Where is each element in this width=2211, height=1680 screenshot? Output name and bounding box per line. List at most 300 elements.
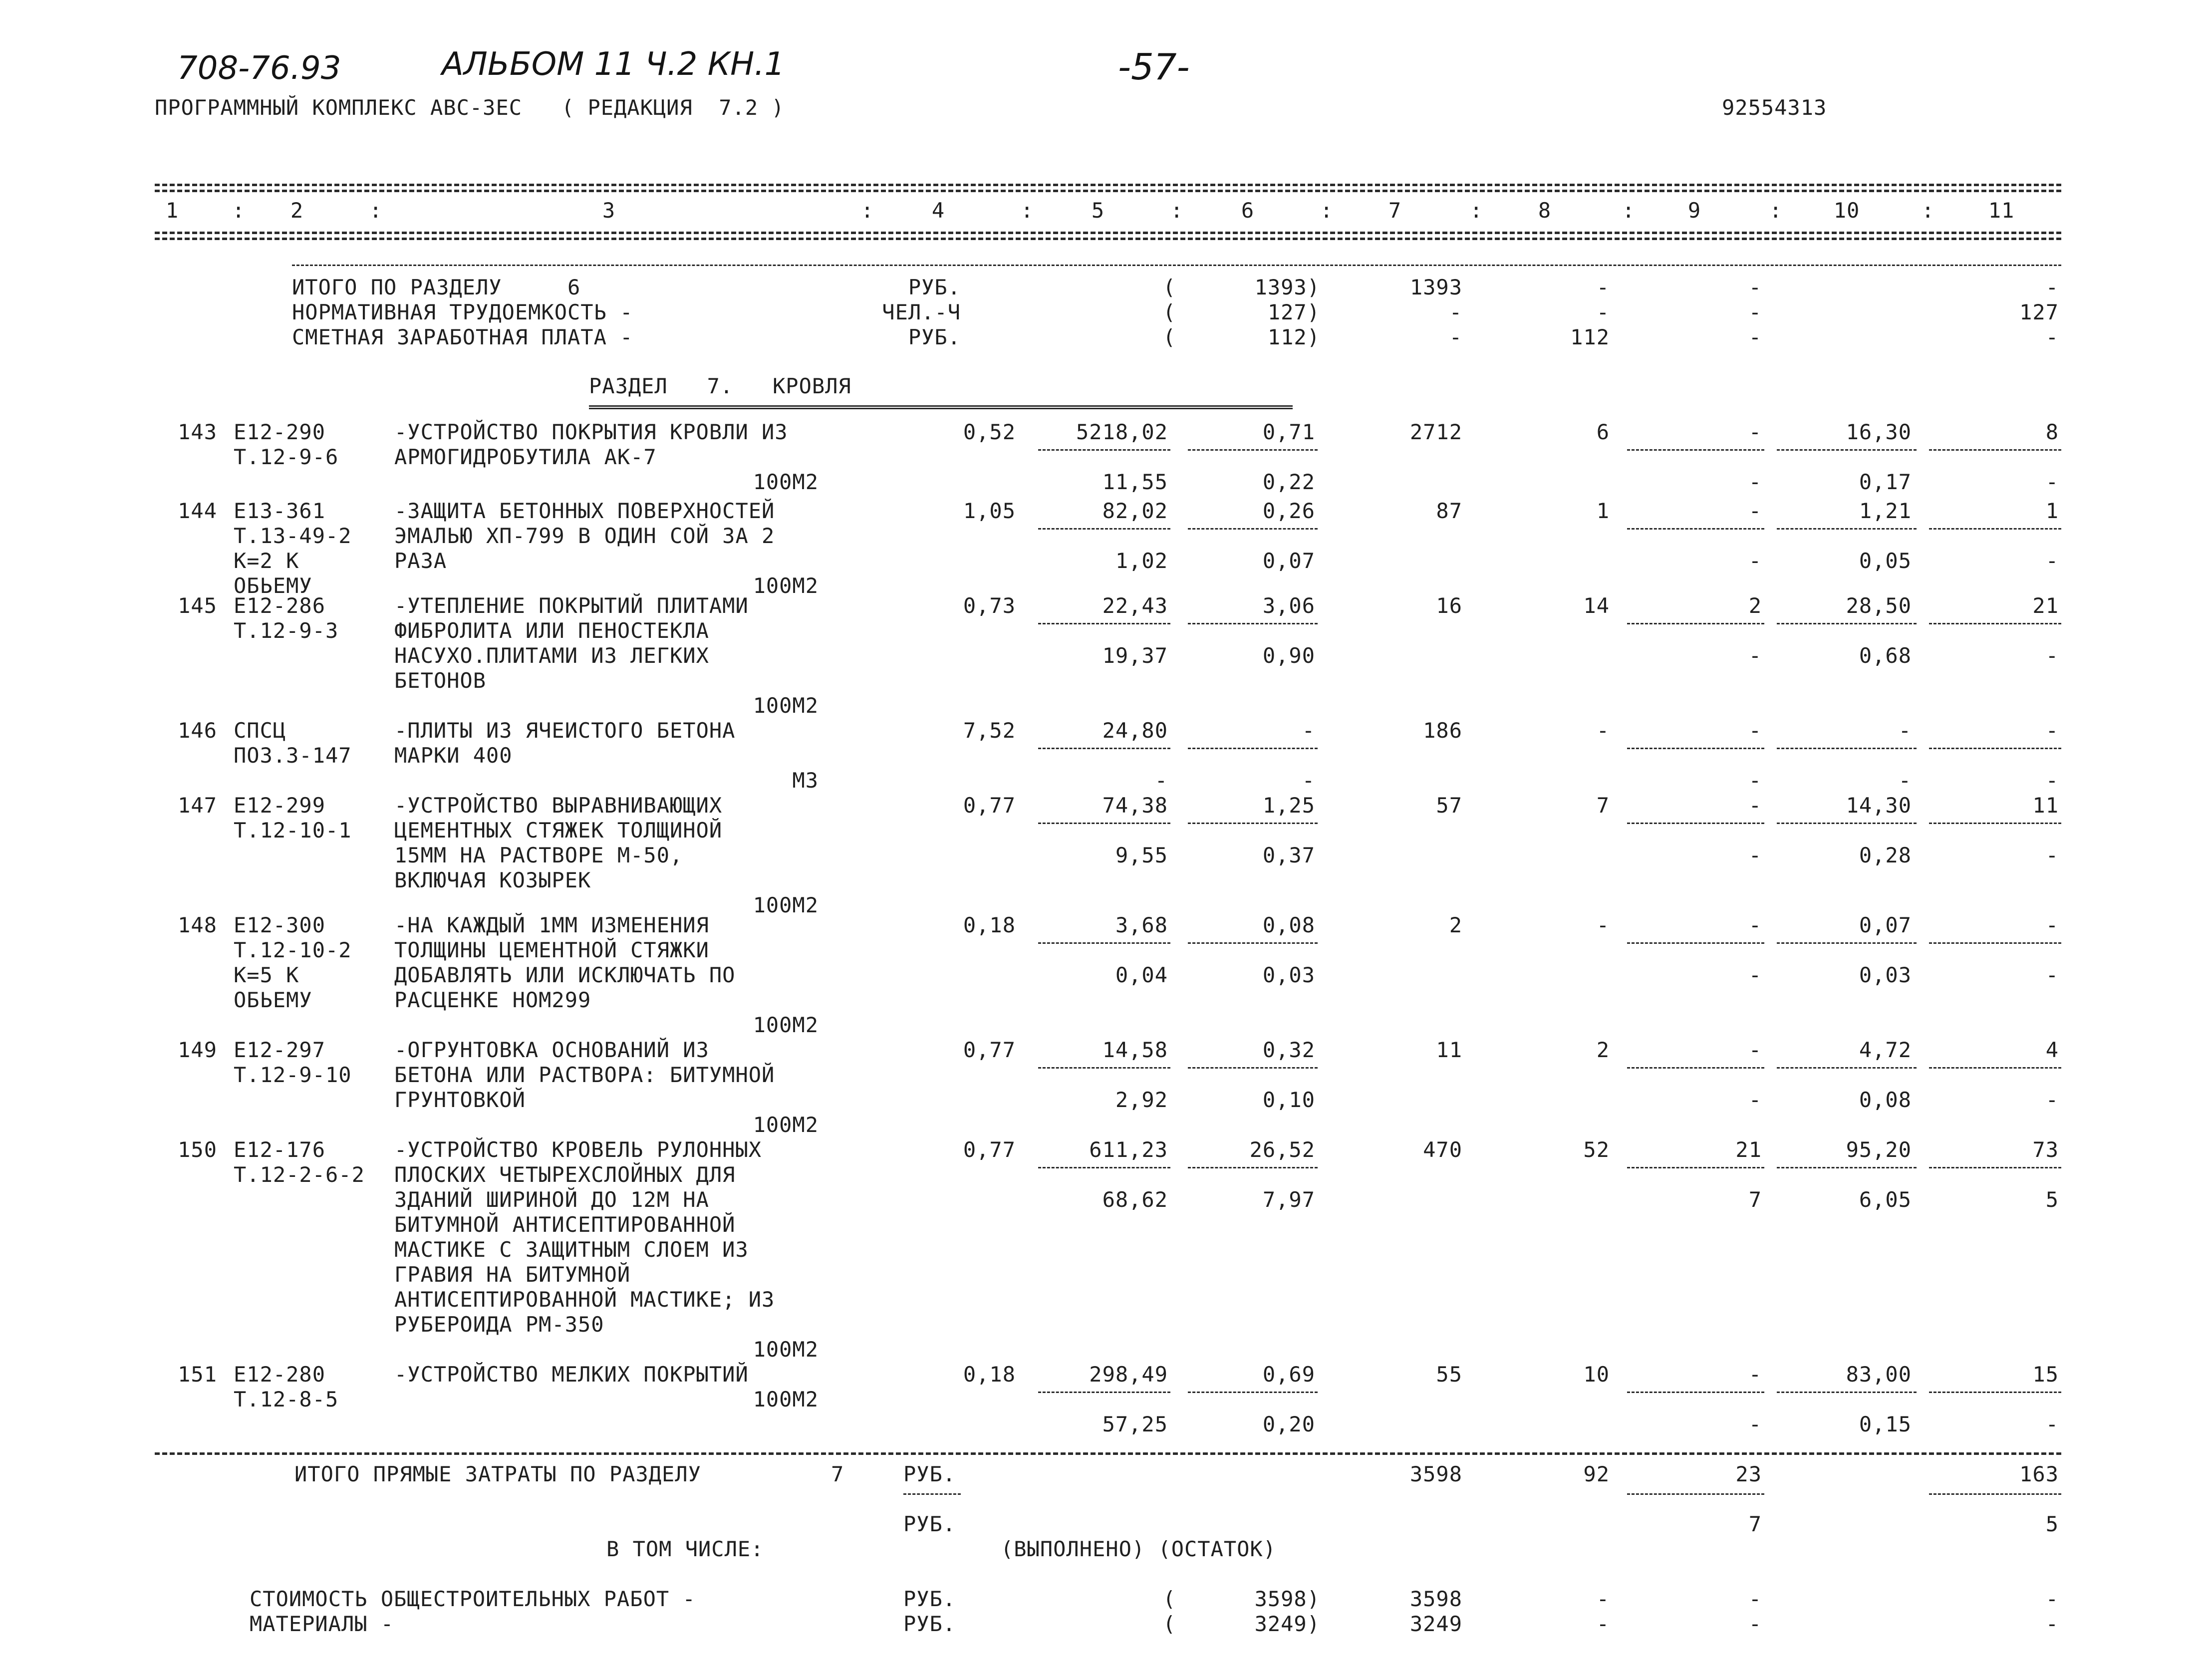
summary-label: НОРМАТИВНАЯ ТРУДОЕМКОСТЬ - xyxy=(292,300,633,324)
row-code: Е12-300 xyxy=(234,913,326,937)
row-description: БЕТОНОВ xyxy=(394,668,487,693)
row-c5b: 1,02 xyxy=(1115,549,1168,573)
summary-paren: ( xyxy=(1163,300,1176,324)
subvalue-rule xyxy=(1188,623,1318,624)
subvalue-rule xyxy=(1038,1392,1170,1393)
row-c5: 24,80 xyxy=(1102,718,1168,743)
column-separator: : xyxy=(1769,198,1783,223)
direct-c8: 92 xyxy=(1583,1462,1610,1486)
column-separator: : xyxy=(1470,198,1483,223)
row-c6b: 0,07 xyxy=(1262,549,1315,573)
row-code: Т.12-2-6-2 xyxy=(234,1162,365,1187)
handwritten-album: АЛЬБОМ 11 Ч.2 КН.1 xyxy=(442,46,785,83)
row-description: ЦЕМЕНТНЫХ СТЯЖЕК ТОЛЩИНОЙ xyxy=(394,818,723,842)
row-c6: 3,06 xyxy=(1262,593,1315,618)
row-c5: 3,68 xyxy=(1115,913,1168,937)
row-code: ПОЗ.3-147 xyxy=(234,743,352,768)
summary-unit: ЧЕЛ.-Ч xyxy=(882,300,961,324)
subvalue-rule xyxy=(1627,1392,1764,1393)
totals-line-c11: - xyxy=(2045,1587,2059,1611)
row-c7: 186 xyxy=(1423,718,1462,743)
row-c5b: 2,92 xyxy=(1115,1088,1168,1112)
row-c11b: - xyxy=(2045,643,2059,668)
direct-c9: 23 xyxy=(1735,1462,1762,1486)
subvalue-rule xyxy=(1038,1167,1170,1168)
row-c10: 14,30 xyxy=(1846,793,1912,818)
subvalue-rule xyxy=(1627,823,1764,824)
row-number: 145 xyxy=(178,593,217,618)
row-c11b: - xyxy=(2045,470,2059,494)
subvalue-rule xyxy=(1038,528,1170,530)
program-name: ПРОГРАММНЫЙ КОМПЛЕКС АВС-3ЕС ( РЕДАКЦИЯ 7.2 ) xyxy=(155,95,785,120)
row-code: Т.12-9-10 xyxy=(234,1063,352,1087)
row-c11: 73 xyxy=(2032,1137,2059,1162)
row-code: Т.12-9-3 xyxy=(234,618,339,643)
row-c5b: - xyxy=(1154,768,1168,793)
row-c4: 0,18 xyxy=(963,1362,1016,1387)
row-c6: 0,71 xyxy=(1262,420,1315,444)
subvalue-rule xyxy=(1777,942,1917,944)
totals-line-label: МАТЕРИАЛЫ - xyxy=(250,1612,394,1636)
summary-c9: - xyxy=(1748,325,1762,349)
row-c9b: - xyxy=(1748,549,1762,573)
row-c10b: 0,28 xyxy=(1859,843,1912,867)
row-description: БИТУМНОЙ АНТИСЕПТИРОВАННОЙ xyxy=(394,1212,736,1237)
subvalue-rule xyxy=(1777,748,1917,749)
totals-line-c9: - xyxy=(1748,1587,1762,1611)
row-number: 146 xyxy=(178,718,217,743)
row-code: Е12-290 xyxy=(234,420,326,444)
row-c4: 0,77 xyxy=(963,793,1016,818)
summary-paren: ( xyxy=(1163,275,1176,299)
row-c9: 21 xyxy=(1735,1137,1762,1162)
row-c7: 2 xyxy=(1449,913,1462,937)
row-c11: 15 xyxy=(2032,1362,2059,1387)
row-c11b: - xyxy=(2045,768,2059,793)
row-unit: 100М2 xyxy=(753,1113,819,1137)
document-number: 92554313 xyxy=(1722,95,1827,120)
row-description: ТОЛЩИНЫ ЦЕМЕНТНОЙ СТЯЖКИ xyxy=(394,938,709,962)
row-c10: 4,72 xyxy=(1859,1038,1912,1062)
row-c10b: 0,08 xyxy=(1859,1088,1912,1112)
row-c6: 0,08 xyxy=(1262,913,1315,937)
column-header-8: 8 xyxy=(1538,198,1552,223)
row-description: ГРАВИЯ НА БИТУМНОЙ xyxy=(394,1262,631,1287)
direct-costs-section: 7 xyxy=(831,1462,844,1486)
row-c5b: 68,62 xyxy=(1102,1187,1168,1212)
row-c9b: - xyxy=(1748,843,1762,867)
summary-value: 127) xyxy=(1267,300,1320,324)
summary-value: 1393) xyxy=(1254,275,1320,299)
row-c8: 10 xyxy=(1583,1362,1610,1387)
subvalue-rule xyxy=(1929,1067,2061,1069)
subvalue-rule xyxy=(1038,823,1170,824)
row-c11: 11 xyxy=(2032,793,2059,818)
row-c6: 0,69 xyxy=(1262,1362,1315,1387)
row-c10: 83,00 xyxy=(1846,1362,1912,1387)
row-c10: 16,30 xyxy=(1846,420,1912,444)
row-c11b: - xyxy=(2045,1412,2059,1436)
subvalue-rule xyxy=(1929,1167,2061,1168)
row-unit: 100М2 xyxy=(753,1337,819,1362)
row-c5b: 11,55 xyxy=(1102,470,1168,494)
subvalue-rule xyxy=(1777,449,1917,451)
row-unit: 100М2 xyxy=(753,693,819,718)
row-c11b: - xyxy=(2045,963,2059,987)
column-header-7: 7 xyxy=(1388,198,1402,223)
summary-c7: 1393 xyxy=(1409,275,1462,299)
row-c9b: - xyxy=(1748,1088,1762,1112)
row-c8: 1 xyxy=(1596,499,1610,523)
subvalue-rule xyxy=(1777,1067,1917,1069)
row-c11b: - xyxy=(2045,549,2059,573)
row-c9: - xyxy=(1748,1038,1762,1062)
summary-label: СМЕТНАЯ ЗАРАБОТНАЯ ПЛАТА - xyxy=(292,325,633,349)
row-code: Т.12-8-5 xyxy=(234,1387,339,1411)
row-c6b: 7,97 xyxy=(1262,1187,1315,1212)
subvalue-rule xyxy=(1929,942,2061,944)
header-rule-bottom xyxy=(155,238,2061,240)
row-c5b: 0,04 xyxy=(1115,963,1168,987)
summary-c8: 112 xyxy=(1570,325,1610,349)
row-c11b: - xyxy=(2045,843,2059,867)
row-c10: 28,50 xyxy=(1846,593,1912,618)
row-code: Т.12-10-1 xyxy=(234,818,352,842)
totals-line-unit: РУБ. xyxy=(903,1612,956,1636)
row-unit: М3 xyxy=(792,768,819,793)
row-c4: 0,73 xyxy=(963,593,1016,618)
row-unit: 100М2 xyxy=(753,1013,819,1037)
subvalue-rule xyxy=(1777,528,1917,530)
subvalue-rule xyxy=(1627,942,1764,944)
row-c6b: 0,10 xyxy=(1262,1088,1315,1112)
column-header-1: 1 xyxy=(165,198,179,223)
row-code: Т.13-49-2 xyxy=(234,524,352,548)
row-description: АРМОГИДРОБУТИЛА АК-7 xyxy=(394,445,657,469)
subvalue-rule xyxy=(1188,748,1318,749)
row-description: ФИБРОЛИТА ИЛИ ПЕНОСТЕКЛА xyxy=(394,618,709,643)
row-c10b: 0,03 xyxy=(1859,963,1912,987)
summary-c8: - xyxy=(1596,275,1610,299)
row-c9b: - xyxy=(1748,963,1762,987)
subvalue-rule xyxy=(1627,1067,1764,1069)
row-c4: 7,52 xyxy=(963,718,1016,743)
section-rule xyxy=(292,265,2061,266)
row-c8: 6 xyxy=(1596,420,1610,444)
column-header-6: 6 xyxy=(1241,198,1255,223)
row-code: Е12-286 xyxy=(234,593,326,618)
row-c7: 87 xyxy=(1436,499,1462,523)
row-description: -ОГРУНТОВКА ОСНОВАНИЙ ИЗ xyxy=(394,1038,709,1062)
row-c5b: 9,55 xyxy=(1115,843,1168,867)
row-c8: 14 xyxy=(1583,593,1610,618)
row-code: ОБЬЕМУ xyxy=(234,988,312,1012)
summary-value: 112) xyxy=(1267,325,1320,349)
row-c11: 21 xyxy=(2032,593,2059,618)
totals-line-c8: - xyxy=(1596,1612,1610,1636)
row-c8: 52 xyxy=(1583,1137,1610,1162)
row-c6: 0,32 xyxy=(1262,1038,1315,1062)
column-separator: : xyxy=(1320,198,1334,223)
subvalue-rule xyxy=(1038,1067,1170,1069)
subvalue-rule xyxy=(1627,1493,1764,1495)
row-c9b: - xyxy=(1748,768,1762,793)
subvalue-rule xyxy=(1777,1392,1917,1393)
row-unit: 100М2 xyxy=(753,470,819,494)
row-description: ЭМАЛЬЮ ХП-799 В ОДИН СОЙ ЗА 2 xyxy=(394,524,775,548)
subvalue-rule xyxy=(1929,1493,2061,1495)
row-code: Е12-299 xyxy=(234,793,326,818)
column-header-9: 9 xyxy=(1687,198,1701,223)
column-header-3: 3 xyxy=(602,198,616,223)
row-description: РУБЕРОИДА РМ-350 xyxy=(394,1312,604,1337)
row-c4: 0,77 xyxy=(963,1137,1016,1162)
summary-unit: РУБ. xyxy=(908,325,961,349)
totals-line-c8: - xyxy=(1596,1587,1610,1611)
row-description: -НА КАЖДЫЙ 1ММ ИЗМЕНЕНИЯ xyxy=(394,913,709,937)
row-description: -ЗАЩИТА БЕТОННЫХ ПОВЕРХНОСТЕЙ xyxy=(394,499,775,523)
row-description: -УТЕПЛЕНИЕ ПОКРЫТИЙ ПЛИТАМИ xyxy=(394,593,749,618)
subvalue-rule xyxy=(1188,1392,1318,1393)
row-c6b: 0,37 xyxy=(1262,843,1315,867)
row-description: ЗДАНИЙ ШИРИНОЙ ДО 12М НА xyxy=(394,1187,709,1212)
row-c10: 0,07 xyxy=(1859,913,1912,937)
row-c5: 82,02 xyxy=(1102,499,1168,523)
column-separator: : xyxy=(369,198,383,223)
subvalue-rule xyxy=(1188,1167,1318,1168)
column-separator: : xyxy=(1622,198,1636,223)
row-c6: - xyxy=(1302,718,1315,743)
including-label: В ТОМ ЧИСЛЕ: xyxy=(606,1537,764,1561)
row-c5: 298,49 xyxy=(1089,1362,1168,1387)
column-header-10: 10 xyxy=(1833,198,1860,223)
header-rule-bottom xyxy=(155,232,2061,234)
row-c9: - xyxy=(1748,793,1762,818)
row-code: К=5 К xyxy=(234,963,299,987)
subvalue-rule xyxy=(1777,823,1917,824)
row-c9: - xyxy=(1748,499,1762,523)
row-c8: 7 xyxy=(1596,793,1610,818)
row-c10b: 0,68 xyxy=(1859,643,1912,668)
row-c11: 1 xyxy=(2045,499,2059,523)
handwritten-page-number: -57- xyxy=(1118,46,1190,88)
subvalue-rule xyxy=(1038,942,1170,944)
row-c9: - xyxy=(1748,718,1762,743)
column-separator: : xyxy=(232,198,246,223)
section-title-underline xyxy=(589,405,1293,409)
subvalue-rule xyxy=(1777,1167,1917,1168)
subvalue-rule xyxy=(1188,1067,1318,1069)
row-description: ДОБАВЛЯТЬ ИЛИ ИСКЛЮЧАТЬ ПО xyxy=(394,963,736,987)
row-unit: 100М2 xyxy=(753,893,819,917)
row-c5: 611,23 xyxy=(1089,1137,1168,1162)
row-code: Е12-176 xyxy=(234,1137,326,1162)
row-c11b: 5 xyxy=(2045,1187,2059,1212)
row-c10b: 0,15 xyxy=(1859,1412,1912,1436)
unit-rule xyxy=(903,1493,961,1495)
totals-line-value: 3598) xyxy=(1254,1587,1320,1611)
row-description: НАСУХО.ПЛИТАМИ ИЗ ЛЕГКИХ xyxy=(394,643,709,668)
row-unit: 100М2 xyxy=(753,1387,819,1411)
row-c9b: 7 xyxy=(1748,1187,1762,1212)
direct-c11: 163 xyxy=(2019,1462,2059,1486)
column-separator: : xyxy=(1170,198,1184,223)
row-c4: 1,05 xyxy=(963,499,1016,523)
row-number: 151 xyxy=(178,1362,217,1387)
totals-line-value: 3249) xyxy=(1254,1612,1320,1636)
row-c11: 4 xyxy=(2045,1038,2059,1062)
direct-c11b: 5 xyxy=(2045,1512,2059,1536)
summary-unit: РУБ. xyxy=(908,275,961,299)
row-c7: 470 xyxy=(1423,1137,1462,1162)
row-description: ПЛОСКИХ ЧЕТЫРЕХСЛОЙНЫХ ДЛЯ xyxy=(394,1162,736,1187)
row-c6b: - xyxy=(1302,768,1315,793)
subvalue-rule xyxy=(1627,623,1764,624)
row-c6b: 0,03 xyxy=(1262,963,1315,987)
totals-line-label: СТОИМОСТЬ ОБЩЕСТРОИТЕЛЬНЫХ РАБОТ - xyxy=(250,1587,696,1611)
row-description: 15ММ НА РАСТВОРЕ М-50, xyxy=(394,843,683,867)
row-c6b: 0,90 xyxy=(1262,643,1315,668)
row-c6: 1,25 xyxy=(1262,793,1315,818)
summary-c9: - xyxy=(1748,275,1762,299)
row-c6b: 0,22 xyxy=(1262,470,1315,494)
row-description: АНТИСЕПТИРОВАННОЙ МАСТИКЕ; ИЗ xyxy=(394,1287,775,1312)
summary-c11: 127 xyxy=(2019,300,2059,324)
row-c4: 0,52 xyxy=(963,420,1016,444)
subvalue-rule xyxy=(1038,623,1170,624)
row-c11: 8 xyxy=(2045,420,2059,444)
row-number: 150 xyxy=(178,1137,217,1162)
row-c8: - xyxy=(1596,913,1610,937)
summary-c8: - xyxy=(1596,300,1610,324)
row-c11: - xyxy=(2045,718,2059,743)
totals-line-unit: РУБ. xyxy=(903,1587,956,1611)
row-c7: 16 xyxy=(1436,593,1462,618)
row-c11b: - xyxy=(2045,1088,2059,1112)
row-description: МАСТИКЕ С ЗАЩИТНЫМ СЛОЕМ ИЗ xyxy=(394,1237,749,1262)
summary-label: ИТОГО ПО РАЗДЕЛУ 6 xyxy=(292,275,581,299)
row-code: Т.12-9-6 xyxy=(234,445,339,469)
summary-c7: - xyxy=(1449,325,1462,349)
row-c9: - xyxy=(1748,420,1762,444)
summary-c11: - xyxy=(2045,275,2059,299)
subvalue-rule xyxy=(1777,623,1917,624)
header-rule-top xyxy=(155,190,2061,192)
row-c5b: 57,25 xyxy=(1102,1412,1168,1436)
row-number: 143 xyxy=(178,420,217,444)
row-c6b: 0,20 xyxy=(1262,1412,1315,1436)
row-c9: - xyxy=(1748,913,1762,937)
subvalue-rule xyxy=(1188,942,1318,944)
totals-line-c7: 3598 xyxy=(1409,1587,1462,1611)
row-c9b: - xyxy=(1748,643,1762,668)
subvalue-rule xyxy=(1627,528,1764,530)
row-c11: - xyxy=(2045,913,2059,937)
row-code: Е13-361 xyxy=(234,499,326,523)
column-separator: : xyxy=(1922,198,1935,223)
summary-paren: ( xyxy=(1163,325,1176,349)
row-c10b: 0,05 xyxy=(1859,549,1912,573)
column-header-5: 5 xyxy=(1091,198,1105,223)
row-c10: - xyxy=(1898,718,1912,743)
row-code: СПСЦ xyxy=(234,718,286,743)
row-number: 144 xyxy=(178,499,217,523)
totals-line-c7: 3249 xyxy=(1409,1612,1462,1636)
subvalue-rule xyxy=(1929,623,2061,624)
subvalue-rule xyxy=(1929,748,2061,749)
done-rest-label: (ВЫПОЛНЕНО) (ОСТАТОК) xyxy=(1001,1537,1277,1561)
row-code: ОБЬЕМУ xyxy=(234,573,312,598)
totals-line-c11: - xyxy=(2045,1612,2059,1636)
column-separator: : xyxy=(861,198,874,223)
row-c9: - xyxy=(1748,1362,1762,1387)
row-c10: 1,21 xyxy=(1859,499,1912,523)
row-c6: 26,52 xyxy=(1249,1137,1315,1162)
row-c4: 0,77 xyxy=(963,1038,1016,1062)
subvalue-rule xyxy=(1627,449,1764,451)
row-c8: - xyxy=(1596,718,1610,743)
row-c5b: 19,37 xyxy=(1102,643,1168,668)
header-rule-top xyxy=(155,184,2061,186)
row-code: Т.12-10-2 xyxy=(234,938,352,962)
totals-line-paren: ( xyxy=(1163,1612,1176,1636)
row-c10b: - xyxy=(1898,768,1912,793)
row-c9: 2 xyxy=(1748,593,1762,618)
handwritten-code: 708-76.93 xyxy=(177,50,341,87)
summary-c11: - xyxy=(2045,325,2059,349)
subvalue-rule xyxy=(1038,748,1170,749)
totals-rule xyxy=(155,1452,2061,1455)
subvalue-rule xyxy=(1929,449,2061,451)
subvalue-rule xyxy=(1188,823,1318,824)
summary-c9: - xyxy=(1748,300,1762,324)
row-c10b: 6,05 xyxy=(1859,1187,1912,1212)
subvalue-rule xyxy=(1627,1167,1764,1168)
row-number: 147 xyxy=(178,793,217,818)
row-description: -УСТРОЙСТВО ВЫРАВНИВАЮЩИХ xyxy=(394,793,723,818)
column-separator: : xyxy=(1021,198,1034,223)
row-description: -УСТРОЙСТВО МЕЛКИХ ПОКРЫТИЙ xyxy=(394,1362,749,1387)
row-c4: 0,18 xyxy=(963,913,1016,937)
subvalue-rule xyxy=(1929,823,2061,824)
direct-costs-unit-2: РУБ. xyxy=(903,1512,956,1536)
row-c8: 2 xyxy=(1596,1038,1610,1062)
direct-costs-label: ИТОГО ПРЯМЫЕ ЗАТРАТЫ ПО РАЗДЕЛУ xyxy=(294,1462,701,1486)
row-c9b: - xyxy=(1748,470,1762,494)
section-title: РАЗДЕЛ 7. КРОВЛЯ xyxy=(589,374,851,398)
column-header-2: 2 xyxy=(290,198,304,223)
row-description: РАСЦЕНКЕ НОМ299 xyxy=(394,988,591,1012)
row-c7: 57 xyxy=(1436,793,1462,818)
row-c10b: 0,17 xyxy=(1859,470,1912,494)
row-c7: 55 xyxy=(1436,1362,1462,1387)
row-description: МАРКИ 400 xyxy=(394,743,513,768)
column-header-4: 4 xyxy=(931,198,945,223)
row-c5: 14,58 xyxy=(1102,1038,1168,1062)
row-description: -УСТРОЙСТВО КРОВЕЛЬ РУЛОННЫХ xyxy=(394,1137,762,1162)
row-number: 148 xyxy=(178,913,217,937)
row-description: -ПЛИТЫ ИЗ ЯЧЕИСТОГО БЕТОНА xyxy=(394,718,736,743)
subvalue-rule xyxy=(1627,748,1764,749)
row-c7: 2712 xyxy=(1409,420,1462,444)
direct-c9b: 7 xyxy=(1748,1512,1762,1536)
row-code: Е12-297 xyxy=(234,1038,326,1062)
subvalue-rule xyxy=(1038,449,1170,451)
row-description: РАЗА xyxy=(394,549,447,573)
subvalue-rule xyxy=(1188,449,1318,451)
row-c6: 0,26 xyxy=(1262,499,1315,523)
row-number: 149 xyxy=(178,1038,217,1062)
